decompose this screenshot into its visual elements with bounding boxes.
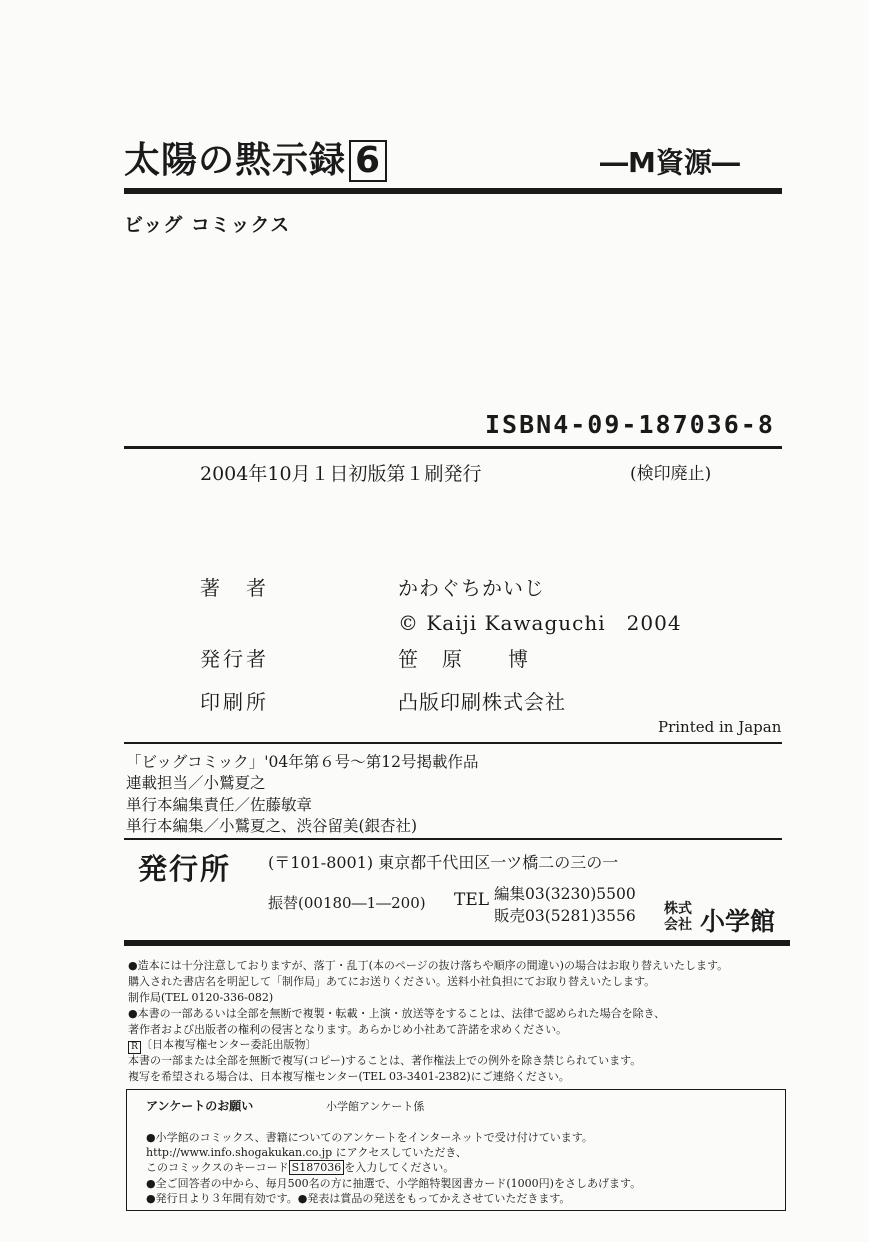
notice-line: 制作局(TEL 0120-336-082) — [128, 991, 274, 1004]
book-title — [124, 132, 387, 183]
survey-dept: 小学館アンケート係 — [326, 1100, 425, 1113]
jrrc-label: 〔日本複写権センター委託出版物〕 — [141, 1038, 317, 1051]
credits-rule — [124, 838, 782, 840]
copyright: © Kaiji Kawaguchi 2004 — [398, 611, 682, 635]
survey-line: ●発行日より３年間有効です。●発表は賞品の発送をもってかえさせていただきます。 — [146, 1192, 571, 1205]
notice-line: 本書の一部または全部を無断で複写(コピー)することは、著作権法上での例外を除き禁じられています。 — [128, 1054, 642, 1067]
book-subtitle: ―M資源― — [600, 146, 740, 179]
keycode-post: を入力してください。 — [344, 1161, 455, 1174]
furikae-account: 振替(00180―1―200) — [268, 894, 426, 912]
series-name: ビッグ コミックス — [124, 214, 291, 236]
tel-sales: 販売03(5281)3556 — [494, 907, 636, 925]
tel-editorial: 編集03(3230)5500 — [494, 885, 636, 903]
credit-line: 単行本編集／小鷲夏之、渋谷留美(銀杏社) — [126, 817, 418, 835]
corp-form: 株式会社 — [664, 901, 692, 933]
keycode-pre: このコミックスのキーコード — [146, 1161, 289, 1174]
survey-line: ●小学館のコミックス、書籍についてのアンケートをインターネットで受け付けています。 — [146, 1131, 593, 1144]
publisher-heading: 発行所 — [138, 852, 232, 886]
key-code: S187036 — [289, 1160, 345, 1175]
credit-line: 連載担当／小鷲夏之 — [126, 774, 266, 792]
edition-date: 2004年10月１日初版第１刷発行 — [200, 463, 482, 485]
notice-line: 著作者および出版者の権利の侵害となります。あらかじめ小社あて許諾を求めください。 — [128, 1023, 568, 1036]
notice-line: 複写を希望される場合は、日本複写権センター(TEL 03-3401-2382)にご連絡ください。 — [128, 1070, 570, 1083]
company-name: 小学館 — [700, 907, 776, 936]
colophon-rule — [124, 742, 782, 744]
notice-line: 購入された書店名を明記して「制作局」あてにお送りください。送料小社負担にてお取り替えいたします。 — [128, 975, 656, 988]
title-rule — [124, 188, 782, 194]
jrrc-r-symbol: R — [128, 1041, 141, 1054]
volume-number: 6 — [349, 140, 387, 182]
publisher-address: (〒101-8001) 東京都千代田区一ツ橋二の三の一 — [268, 853, 619, 872]
publisher-name: 笹 原 博 — [398, 647, 530, 671]
author-label: 著 者 — [200, 576, 269, 600]
tel-label: TEL — [454, 890, 490, 910]
credit-line: 単行本編集責任／佐藤敏章 — [126, 796, 313, 814]
printer-label: 印刷所 — [200, 690, 269, 714]
title-text: 太陽の黙示録 — [124, 139, 347, 181]
isbn: ISBN4-09-187036-8 — [485, 410, 775, 439]
isbn-rule — [124, 446, 782, 449]
stamp-note: (検印廃止) — [630, 464, 712, 484]
survey-keycode-line — [146, 1159, 454, 1175]
notice-line: ●造本には十分注意しておりますが、落丁・乱丁(本のページの抜け落ちや順序の間違い)の場合はお取り替えいたします。 — [128, 959, 729, 972]
publisher-rule — [124, 940, 790, 946]
author-name: かわぐちかいじ — [398, 576, 545, 600]
publisher-label: 発行者 — [200, 647, 269, 671]
printer-name: 凸版印刷株式会社 — [398, 690, 566, 714]
survey-url[interactable]: http://www.info.shogakukan.co.jp にアクセスしていただき、 — [146, 1146, 467, 1159]
notice-line: ●本書の一部あるいは全部を無断で複製・転載・上演・放送等をすることは、法律で認められた場合を除き、 — [128, 1007, 666, 1020]
survey-line: ●全ご回答者の中から、毎月500名の方に抽選で、小学館特製図書カード(1000円)をさしあげます。 — [146, 1177, 642, 1190]
credit-line: 「ビッグコミック」'04年第６号～第12号掲載作品 — [126, 753, 479, 771]
survey-title: アンケートのお願い — [146, 1099, 254, 1113]
printed-in: Printed in Japan — [658, 718, 782, 736]
